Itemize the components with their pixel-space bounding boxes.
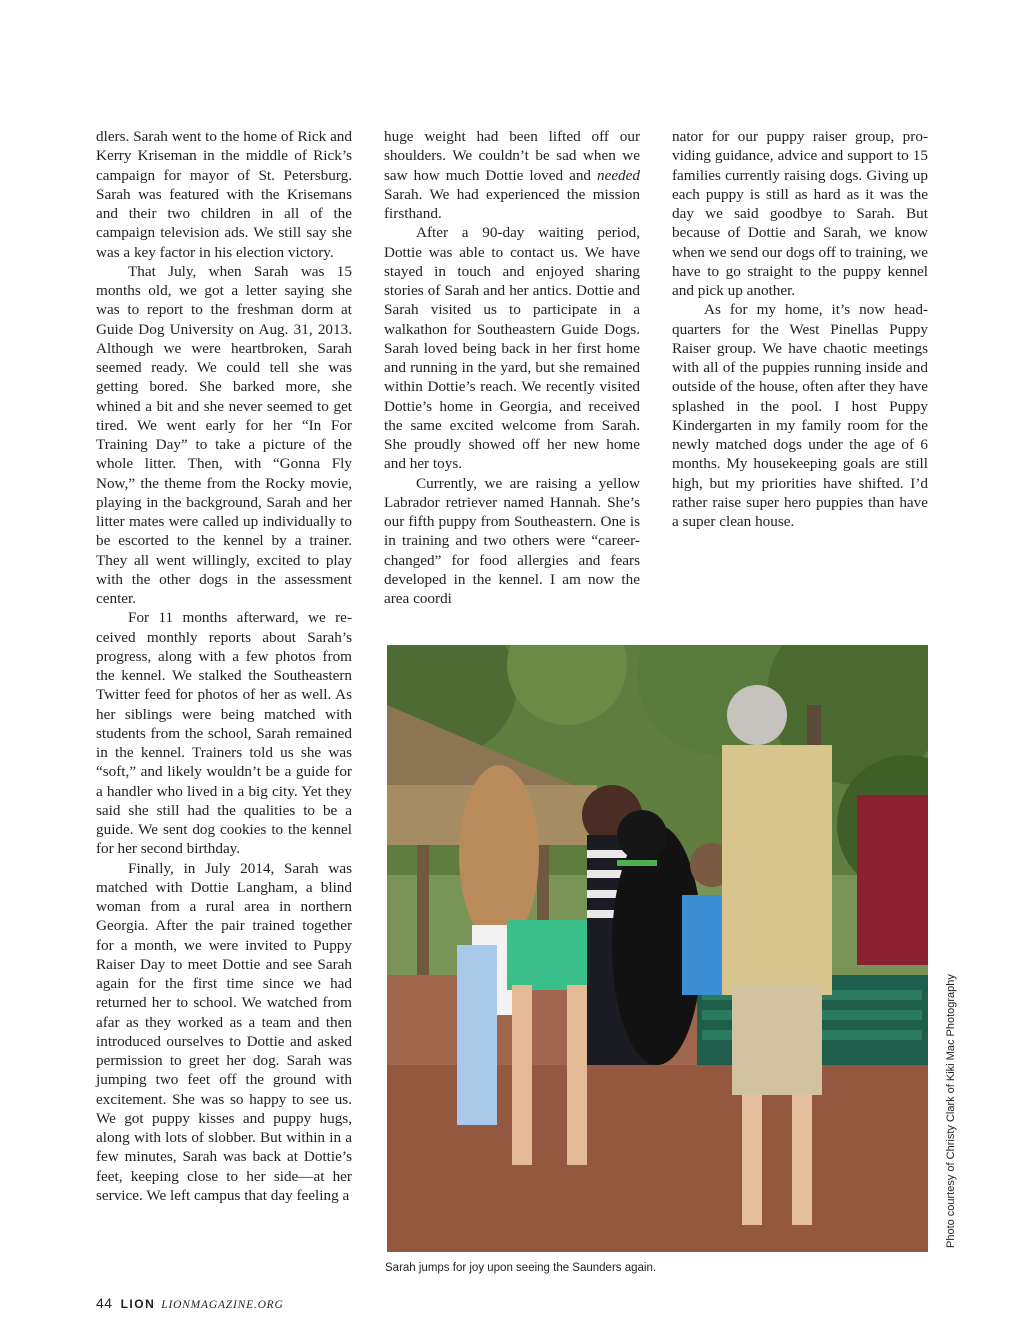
paragraph: As for my home, it’s now headquarters for the West Pinellas Puppy Raiser group. We have chaotic meetings with all of the puppies running inside and outside of the house, often after they have splashed in the pool. I host Puppy Kindergarten in my family room for the newly matched dogs under the age of 6 months. My housekeeping goals are still high, but my priorities have shifted. I’d rather raise super hero puppies than have a super clean house.: [672, 301, 928, 530]
text-run: Sarah. We had experienced the mission firsthand.: [384, 185, 640, 222]
article-column-2: [384, 127, 640, 608]
paragraph: dlers. Sarah went to the home of Rick and Kerry Kriseman in the middle of Rick’s campaign for mayor of St. Petersburg. Sarah was featured with the Krisemans and their two children in all of the campaign television ads. We still say she was a key factor in his election victory.: [96, 128, 352, 261]
paragraph: For 11 months afterward, we received monthly reports about Sarah’s progress, along with a few photos from the kennel. We stalked the Southeastern Twitter feed for photos of her as well. As her siblings were being matched with students from the school, Sarah remained in the kennel. Trainers told us she was “soft,” and likely wouldn’t be a guide for a handler who lived in a big city. Yet they said she still had the qualities to be a guide. We sent dog cookies to the kennel for her second birthday.: [96, 609, 352, 858]
magazine-name: LION: [120, 1297, 156, 1311]
article-column-1: [96, 127, 352, 1205]
photo-illustration: [387, 645, 928, 1252]
paragraph: After a 90-day waiting period, Dottie was able to contact us. We have stayed in touch and enjoyed sharing stories of Sarah and her antics. Dottie and Sarah visited us to participate in a walkathon for Southeastern Guide Dogs. Sarah loved being back in her first home and running in the yard, but she remained within Dottie’s reach. We recently visited Dottie’s home in Georgia, and received the same excited welcome from Sarah. She proudly showed off her new home and her toys.: [384, 224, 640, 473]
magazine-url: LIONMAGAZINE.ORG: [161, 1299, 284, 1311]
paragraph: That July, when Sarah was 15 months old, we got a letter saying she was to report to the freshman dorm at Guide Dog University on Aug. 31, 2013. Although we were heartbroken, Sarah seemed ready. We could tell she was getting bored. She barked more, she whined a bit and she never seemed to get tired. We went early for her “In For Training Day” to take a picture of the whole litter. Then, with “Gonna Fly Now,” the theme from the Rocky movie, playing in the background, Sarah and her litter mates were called up individually to be escorted to the kennel by a trainer. They all went willingly, excited to play with the other dogs in the assessment center.: [96, 262, 352, 607]
article-photo: [387, 645, 928, 1252]
text-run: huge weight had been lifted off our shoulders. We couldn’t be sad when we saw how much Dottie loved and: [384, 128, 640, 184]
paragraph: [384, 127, 640, 223]
page-footer: [96, 1295, 284, 1312]
photo-credit: Photo courtesy of Christy Clark of Kiki Mac Photography: [945, 974, 957, 1248]
paragraph: Finally, in July 2014, Sarah was matched with Dottie Langham, a blind woman from a rural area in northern Georgia. After the pair trained together for a month, we were invited to Puppy Raiser Day to meet Dottie and see Sarah again for the first time since we had returned her to school. We watched from afar as they worked as a team and then introduced ourselves to Dottie and asked permission to greet her dog. Sarah was jumping two feet off the ground with excitement. She was so happy to see us. We got puppy kisses and puppy hugs, along with lots of slobber. But within in a few minutes, Sarah was back at Dottie’s feet, keeping close to her side—at her service. We left campus that day feeling a: [96, 859, 352, 1204]
paragraph: Currently, we are raising a yellow Labrador retriever named Hannah. She’s our fifth puppy from Southeastern. One is in training and two others were “career-changed” for food allergies and fears developed in the kennel. I am now the area coordi: [384, 474, 640, 607]
page-number: 44: [96, 1295, 113, 1311]
emphasis: needed: [596, 166, 640, 184]
article-column-3: [672, 127, 928, 531]
paragraph: nator for our puppy raiser group, providing guidance, advice and support to 15 families currently raising dogs. Giving up each puppy is still as hard as it was the day we said goodbye to Sarah. But because of Dottie and Sarah, we know when we send our dogs off to training, we have to go straight to the puppy kennel and pick up another.: [672, 128, 928, 299]
photo-caption: Sarah jumps for joy upon seeing the Saunders again.: [385, 1262, 657, 1274]
